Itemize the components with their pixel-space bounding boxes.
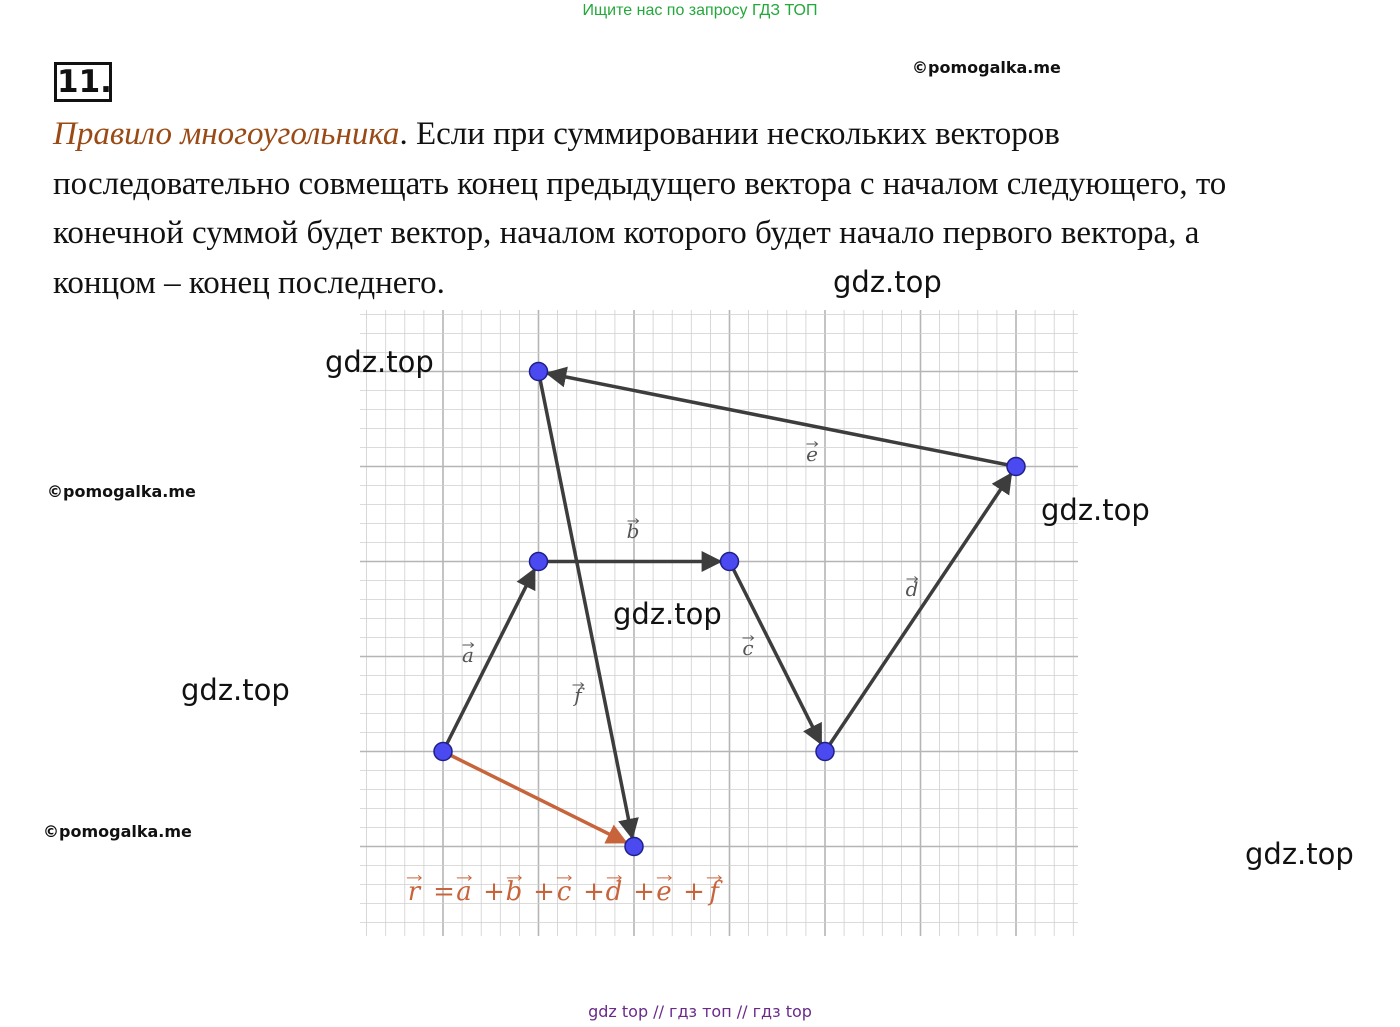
vector-label-b [627,519,640,544]
gdz-watermark: gdz.top [325,345,434,379]
copyright-watermark: ©pomogalka.me [47,482,196,501]
formula-operator: + [583,877,605,907]
vector-point [530,553,548,571]
formula-operator: + [483,877,505,907]
vector-label-c [742,636,753,661]
vector-e [547,373,1016,466]
formula-operator: + [533,877,555,907]
svg-text:d: d [605,877,623,907]
vector-point [434,743,452,761]
vector-label-d [606,875,623,907]
svg-text:b: b [626,519,640,543]
svg-text:r: r [407,877,421,907]
svg-text:c: c [556,877,572,907]
svg-text:b: b [505,877,523,907]
vector-label-b [506,875,523,907]
svg-text:c: c [742,636,754,660]
gdz-watermark: gdz.top [613,597,722,631]
gdz-watermark: gdz.top [833,265,942,299]
svg-text:f: f [709,877,719,907]
gdz-watermark: gdz.top [1041,493,1150,527]
vector-label-e [656,875,671,907]
vector-point [816,743,834,761]
svg-text:d: d [905,577,919,601]
svg-text:a: a [456,877,472,907]
vector-result-r [443,752,626,843]
rule-line-2: последовательно совмещать конец предыдущего вектора с началом следующего, то [53,165,1227,202]
formula-operator: + [683,877,705,907]
vector-point [530,363,548,381]
copyright-watermark: ©pomogalka.me [43,822,192,841]
copyright-watermark: ©pomogalka.me [912,58,1061,77]
search-hint-banner: Ищите нас по запросу ГДЗ ТОП [582,2,818,19]
vector-label-f [707,875,723,907]
svg-text:a: a [462,643,474,667]
task-number: 11. [54,62,112,102]
vector-label-e [806,442,818,467]
vector-point [1007,458,1025,476]
vector-label-d [906,577,919,602]
vector-a [443,570,534,752]
vector-label-r [407,875,422,907]
rule-line-1-rest: . Если при суммировании нескольких векторов [399,116,1060,152]
vector-label-a [456,875,472,907]
svg-text:f: f [574,683,582,707]
vector-point [721,553,739,571]
svg-text:e: e [806,442,818,466]
rule-line-4: концом – конец последнего. [53,264,445,301]
vector-label-c [557,875,572,907]
sum-formula [407,875,723,907]
rule-line-3: конечной суммой будет вектор, началом которого будет начало первого вектора, а [53,215,1200,251]
svg-text:e: e [656,877,672,907]
formula-operator: = [433,877,455,907]
gdz-watermark: gdz.top [1245,837,1354,871]
vector-label-a [462,643,474,668]
formula-operator: + [633,877,655,907]
rule-term: Правило многоугольника [53,116,400,152]
footer-links: gdz top // гдз топ // гдз top [588,1002,812,1021]
vector-point [625,838,643,856]
gdz-watermark: gdz.top [181,673,290,707]
vector-d [825,474,1011,752]
